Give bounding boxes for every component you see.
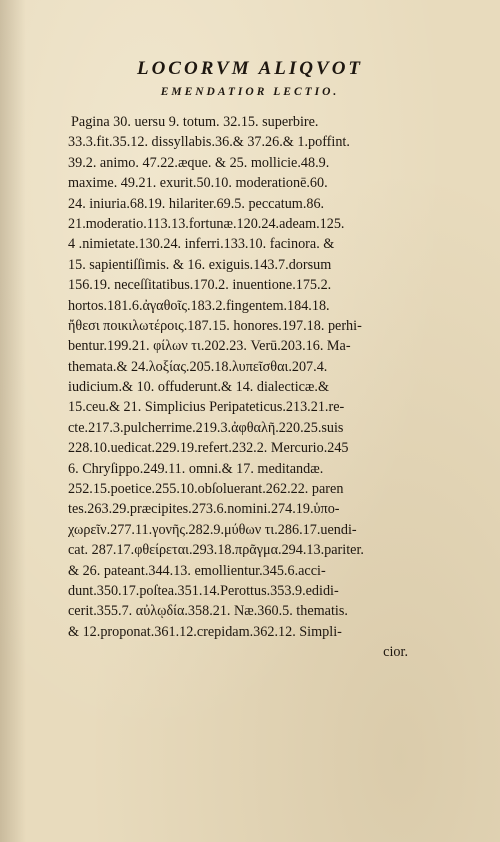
errata-line: 39.2. animo. 47.22.æque. & 25. mollicie.48.9.: [68, 154, 330, 171]
errata-line: hortos.181.6.ἀγαθοῖς.183.2.fingentem.184.18.: [68, 297, 330, 314]
errata-line: 6. Chryſippo.249.11. omni.& 17. meditandæ.: [68, 460, 324, 477]
errata-line: & 12.proponat.361.12.crepidam.362.12. Simpli-: [68, 623, 342, 640]
errata-line: bentur.199.21. φίλων τι.202.23. Verū.203.16. Ma-: [68, 338, 351, 355]
errata-line: cerit.355.7. αὐλῳδία.358.21. Næ.360.5. thematis.: [68, 603, 348, 620]
errata-line: cte.217.3.pulcherrime.219.3.ἀφθαλῆ.220.25.suis: [68, 419, 344, 436]
errata-line: 156.19. neceſſitatibus.170.2. inuentione.175.2.: [68, 277, 332, 294]
errata-line: ἤθεσι ποικιλωτέροις.187.15. honores.197.18. perhi-: [68, 317, 362, 334]
gutter-shadow: [0, 0, 26, 842]
page-subheading: EMENDATIOR LECTIO.: [160, 86, 340, 98]
page-heading: LOCORVM ALIQVOT: [136, 58, 364, 79]
errata-line: 33.3.fit.35.12. dissyllabis.36.& 37.26.& 1.poffint.: [68, 134, 350, 151]
errata-line: dunt.350.17.poſtea.351.14.Perottus.353.9.edidi-: [68, 582, 339, 599]
errata-line-final: cior.: [383, 644, 408, 661]
errata-line: & 26. pateant.344.13. emollientur.345.6.acci-: [68, 562, 326, 579]
errata-line: iudicium.& 10. offuderunt.& 14. dialecticæ.&: [68, 379, 329, 396]
errata-line: 252.15.poetice.255.10.obſoluerant.262.22. paren: [68, 481, 344, 498]
errata-line: 15.ceu.& 21. Simplicius Peripateticus.213.21.re-: [68, 399, 345, 416]
errata-line: tes.263.29.præcipites.273.6.nomini.274.19.ὑπο-: [68, 501, 340, 518]
errata-line: 24. iniuria.68.19. hilariter.69.5. peccatum.86.: [68, 195, 325, 212]
errata-line: 21.moderatio.113.13.fortunæ.120.24.adeam.125.: [68, 215, 345, 232]
errata-line: 4 .nimietate.130.24. inferri.133.10. facinora. &: [68, 236, 335, 253]
errata-list: [68, 112, 408, 663]
errata-line: maxime. 49.21. exurit.50.10. moderationē.60.: [68, 175, 328, 192]
errata-line: themata.& 24.λοξίας.205.18.λυπεῖσθαι.207.4.: [68, 358, 328, 375]
errata-line: Pagina 30. uersu 9. totum. 32.15. superbire.: [71, 114, 319, 130]
errata-line: 228.10.uedicat.229.19.refert.232.2. Mercurio.245: [68, 440, 349, 457]
errata-line: 15. sapientiſſimis. & 16. exiguis.143.7.dorsum: [68, 256, 332, 273]
errata-line: χωρεῖν.277.11.γονῆς.282.9.μύθων τι.286.17.uendi-: [68, 521, 357, 538]
errata-line: cat. 287.17.φθείρεται.293.18.πρᾶγμα.294.13.pariter.: [68, 542, 364, 559]
